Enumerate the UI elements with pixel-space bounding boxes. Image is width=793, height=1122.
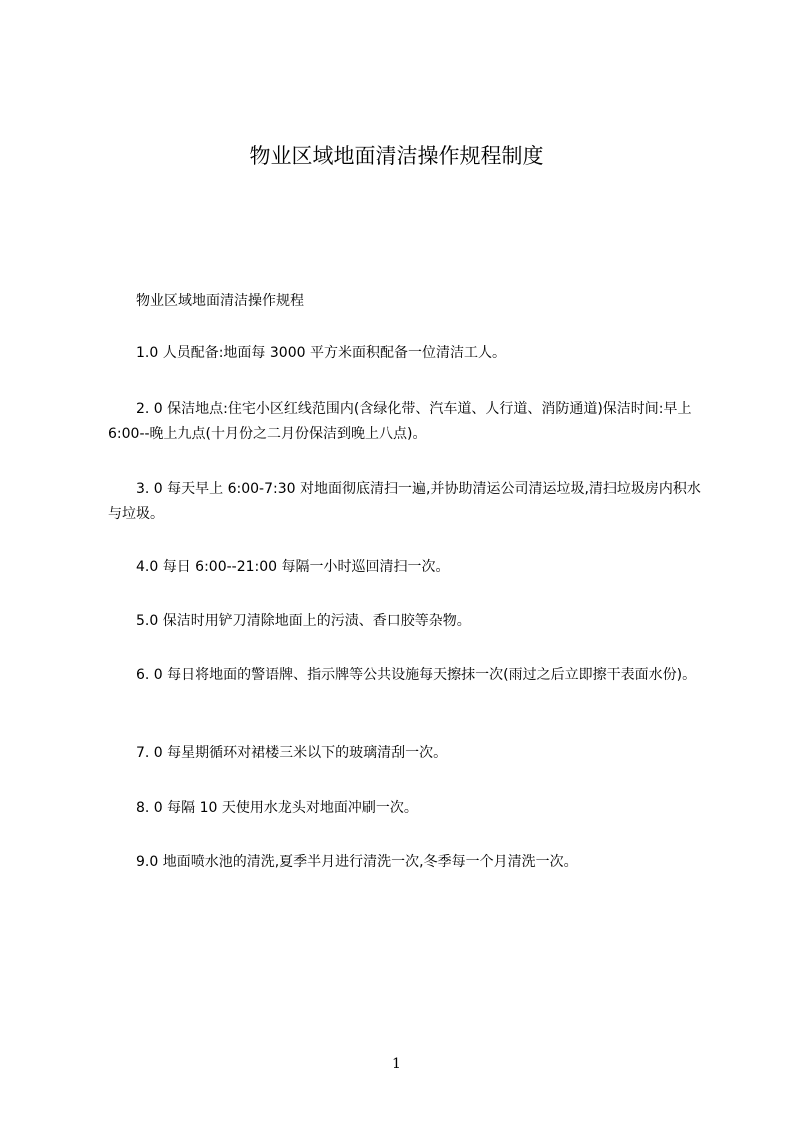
page-number: 1 (392, 1056, 401, 1072)
document-subtitle: 物业区域地面清洁操作规程 (136, 293, 304, 309)
list-item-1: 1.0 人员配备:地面每 3000 平方米面积配备一位清洁工人。 (136, 345, 506, 361)
list-item-7: 7. 0 每星期循环对裙楼三米以下的玻璃清刮一次。 (136, 745, 448, 761)
list-item-6: 6. 0 每日将地面的警语牌、指示牌等公共设施每天擦抹一次(雨过之后立即擦干表面水份)。 (136, 667, 697, 683)
list-item-3: 3. 0 每天早上 6:00-7:30 对地面彻底清扫一遍,并协助清运公司清运垃圾,清扫垃圾房内积水与垃圾。 (108, 481, 701, 522)
list-item-2: 2. 0 保洁地点:住宅小区红线范围内(含绿化带、汽车道、人行道、消防通道)保洁时间:早上 6:00--晚上九点(十月份之二月份保洁到晚上八点)。 (108, 401, 692, 442)
list-item-9: 9.0 地面喷水池的清洗,夏季半月进行清洗一次,冬季每一个月清洗一次。 (136, 854, 578, 870)
list-item-8: 8. 0 每隔 10 天使用水龙头对地面冲刷一次。 (136, 800, 418, 816)
document-title: 物业区域地面清洁操作规程制度 (249, 144, 544, 168)
list-item-4: 4.0 每日 6:00--21:00 每隔一小时巡回清扫一次。 (136, 559, 450, 575)
list-item-5: 5.0 保洁时用铲刀清除地面上的污渍、香口胶等杂物。 (136, 613, 471, 629)
